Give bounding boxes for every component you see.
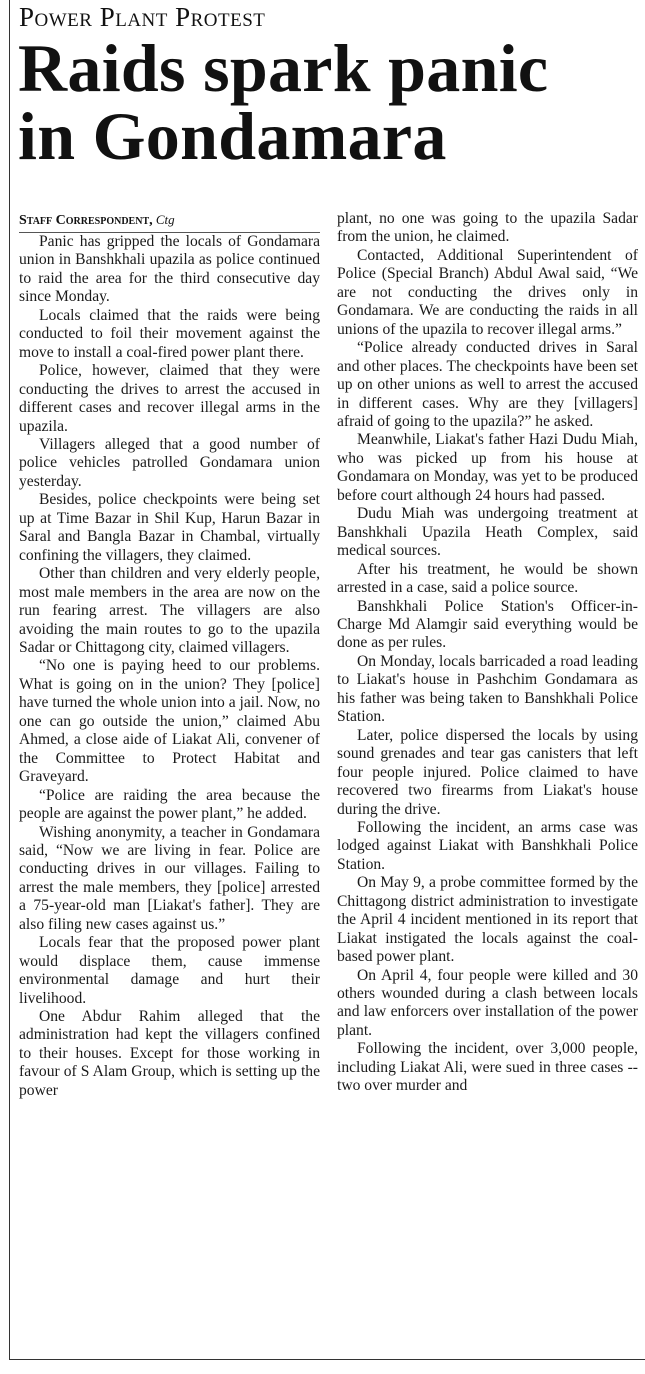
paragraph: “Police already conducted drives in Saral and other places. The checkpoints have been set up on other unions as well to arrest the accused in different cases. Why are they [villagers] afraid of going to the upazila?” he asked. xyxy=(337,339,638,430)
paragraph: Police, however, claimed that they were conducting the drives to arrest the accused in different cases and recover illegal arms in the upazila. xyxy=(19,362,320,435)
headline-line-2: in Gondamara xyxy=(18,98,447,174)
headline-line-1: Raids spark panic xyxy=(18,30,549,106)
paragraph: “No one is paying heed to our problems. What is going on in the union? They [police] have turned the whole union into a jail. Now, no one can go outside the union,” claimed Abu Ahmed, a close aide of Liakat Ali, convener of the Committee to Protect Habitat and Graveyard. xyxy=(19,657,320,786)
paragraph: On May 9, a probe committee formed by the Chittagong district administration to investigate the April 4 incident mentioned in its report that Liakat instigated the locals against the coal-based power plant. xyxy=(337,874,638,966)
article-column-left xyxy=(19,210,320,1100)
paragraph: Contacted, Additional Superintendent of Police (Special Branch) Abdul Awal said, “We are not conducting the drives only in Gondamara. We are conducting the raids in all unions of the upazila to recover illegal arms.” xyxy=(337,246,638,338)
paragraph: On Monday, locals barricaded a road leading to Liakat's house in Pashchim Gondamara as his father was being taken to Banshkhali Police Station. xyxy=(337,652,638,726)
paragraph: Meanwhile, Liakat's father Hazi Dudu Miah, who was picked up from his house at Gondamara on Monday, was yet to be produced before court although 24 hours had passed. xyxy=(337,431,638,504)
paragraph: Following the incident, over 3,000 people, including Liakat Ali, were sued in three cases -- two over murder and xyxy=(337,1040,638,1095)
paragraph: Panic has gripped the locals of Gondamara union in Banshkhali upazila as police continued to raid the area for the third consecutive day since Monday. xyxy=(19,233,320,306)
byline xyxy=(19,210,320,233)
paragraph: Later, police dispersed the locals by using sound grenades and tear gas canisters that left four people injured. Police claimed to have recovered two firearms from Liakat's house during the drive. xyxy=(337,726,638,818)
kicker: Power Plant Protest xyxy=(19,2,266,32)
paragraph: Villagers alleged that a good number of police vehicles patrolled Gondamara union yesterday. xyxy=(19,435,320,490)
paragraph: Following the incident, an arms case was lodged against Liakat with Banshkhali Police Station. xyxy=(337,818,638,873)
column-rule-bottom xyxy=(9,1359,645,1360)
paragraph: Locals claimed that the raids were being conducted to foil their movement against the move to install a coal-fired power plant there. xyxy=(19,306,320,361)
paragraph-continued: plant, no one was going to the upazila Sadar from the union, he claimed. xyxy=(337,210,638,246)
headline xyxy=(18,30,643,174)
paragraph: Wishing anonymity, a teacher in Gondamara said, “Now we are living in fear. Police are conducting drives in our villages. Failing to arrest the male members, they [police] arrested a 75-year-old man [Liakat's father]. They are also filing new cases against us.” xyxy=(19,823,320,933)
paragraph: Dudu Miah was undergoing treatment at Banshkhali Upazila Heath Complex, said medical sources. xyxy=(337,505,638,560)
paragraph: After his treatment, he would be shown arrested in a case, said a police source. xyxy=(337,560,638,597)
paragraph: Locals fear that the proposed power plant would displace them, cause immense environmental damage and hurt their livelihood. xyxy=(19,934,320,1007)
paragraph: Besides, police checkpoints were being set up at Time Bazar in Shil Kup, Harun Bazar in Saral and Bangla Bazar in Chambal, virtually confining the villagers, they claimed. xyxy=(19,491,320,564)
article-column-right xyxy=(337,210,638,1096)
column-rule-left xyxy=(9,0,10,1360)
paragraph: Banshkhali Police Station's Officer-in-Charge Md Alamgir said everything would be done as per rules. xyxy=(337,597,638,652)
paragraph: On April 4, four people were killed and 30 others wounded during a clash between locals and law enforcers over installation of the power plant. xyxy=(337,966,638,1039)
byline-name: Staff Correspondent, xyxy=(19,213,153,228)
paragraph: One Abdur Rahim alleged that the administration had kept the villagers confined to their houses. Except for those working in favour of S Alam Group, which is setting up the power xyxy=(19,1008,320,1099)
paragraph: “Police are raiding the area because the people are against the power plant,” he added. xyxy=(19,786,320,823)
paragraph: Other than children and very elderly people, most male members in the area are now on the run fearing arrest. The villagers are also avoiding the main routes to go to the upazila Sadar or Chittagong city, claimed villagers. xyxy=(19,565,320,656)
byline-place: Ctg xyxy=(155,212,175,227)
